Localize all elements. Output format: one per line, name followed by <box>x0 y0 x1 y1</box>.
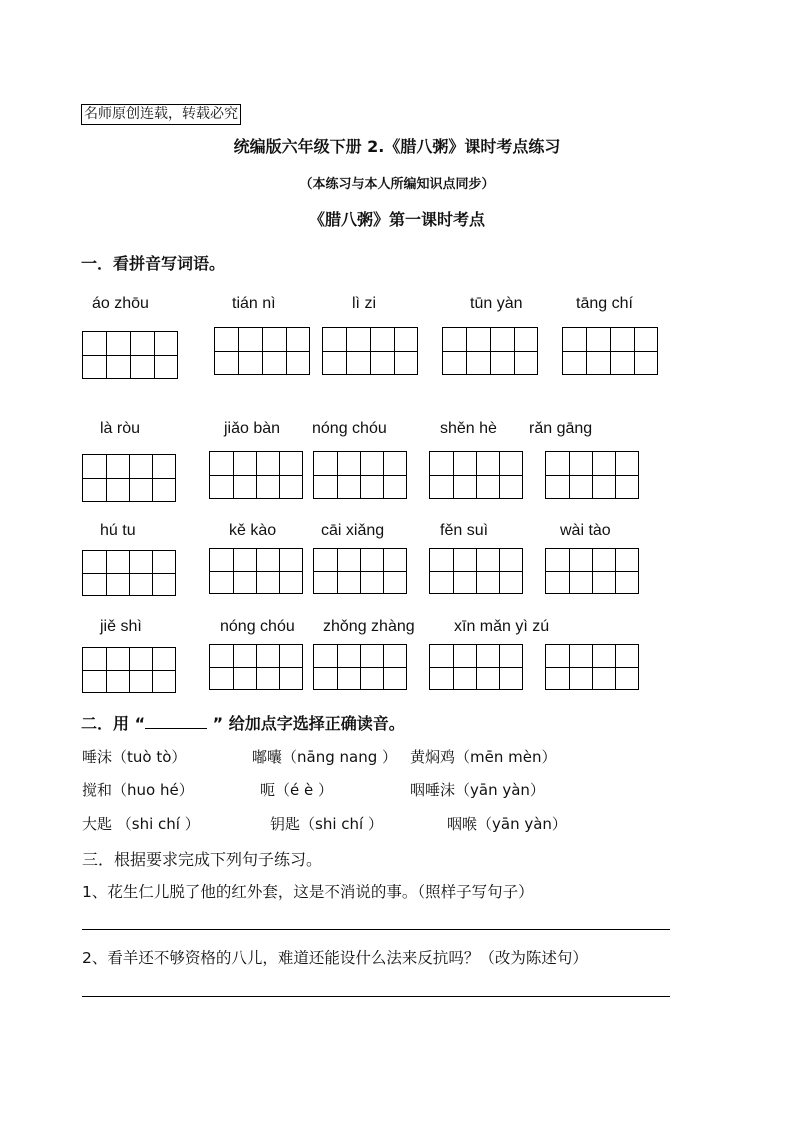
writing-grid[interactable] <box>313 644 407 690</box>
writing-grid[interactable] <box>313 451 407 499</box>
writing-grid[interactable] <box>82 647 176 693</box>
writing-grid[interactable] <box>82 331 178 379</box>
reading-item: 咽唾沫（yān yàn） <box>410 781 545 799</box>
pinyin-label: rǎn gāng <box>529 420 593 437</box>
answer-line[interactable] <box>82 929 670 930</box>
page-subtitle: （本练习与本人所编知识点同步） <box>299 177 495 192</box>
writing-grid[interactable] <box>82 454 176 502</box>
pinyin-label: jiǎo bàn <box>224 420 281 437</box>
reading-item: 唾沫（tuò tò） <box>82 748 187 766</box>
pinyin-label: áo zhōu <box>92 295 149 312</box>
pinyin-label: xīn mǎn yì zú <box>454 618 550 635</box>
section1-heading: 一．看拼音写词语。 <box>81 254 226 273</box>
writing-grid[interactable] <box>442 327 538 375</box>
section2-heading-post: ” 给加点字选择正确读音。 <box>207 714 405 733</box>
pinyin-label: jiě shì <box>100 618 142 635</box>
section2-heading-pre: 二．用 “ <box>81 714 146 733</box>
pinyin-label: tián nì <box>232 295 276 312</box>
pinyin-label: hú tu <box>100 522 136 539</box>
writing-grid[interactable] <box>214 327 310 375</box>
section2-heading <box>81 711 405 734</box>
writing-grid[interactable] <box>209 548 303 594</box>
reading-item: 钥匙（shi chí ） <box>270 815 383 833</box>
writing-grid[interactable] <box>209 644 303 690</box>
writing-grid[interactable] <box>429 644 523 690</box>
reading-item: 搅和（huo hé） <box>82 781 194 799</box>
reading-item: 咽喉（yān yàn） <box>447 815 567 833</box>
reading-item: 呃（é è ） <box>260 781 333 799</box>
pinyin-label: shěn hè <box>440 420 497 437</box>
writing-grid[interactable] <box>82 550 176 596</box>
answer-line[interactable] <box>82 996 670 997</box>
question-1: 1、花生仁儿脱了他的红外套，这是不消说的事。（照样子写句子） <box>82 883 534 901</box>
writing-grid[interactable] <box>313 548 407 594</box>
copyright-stamp: 名师原创连载，转载必究 <box>81 104 241 125</box>
pinyin-label: tāng chí <box>576 295 633 312</box>
writing-grid[interactable] <box>545 644 639 690</box>
underline-blank <box>145 714 207 729</box>
pinyin-label: zhǒng zhàng <box>323 618 415 635</box>
pinyin-label: là ròu <box>100 420 141 437</box>
reading-item: 大匙 （shi chí ） <box>82 815 200 833</box>
pinyin-label: fěn suì <box>440 522 489 539</box>
writing-grid[interactable] <box>545 548 639 594</box>
pinyin-label: wài tào <box>560 522 611 539</box>
page-title: 统编版六年级下册 2.《腊八粥》课时考点练习 <box>233 137 561 156</box>
lesson-title: 《腊八粥》第一课时考点 <box>308 210 485 229</box>
writing-grid[interactable] <box>322 327 418 375</box>
pinyin-label: kě kào <box>229 522 277 539</box>
pinyin-label: nóng chóu <box>220 618 295 635</box>
pinyin-label: tūn yàn <box>470 295 523 312</box>
pinyin-label: cāi xiǎng <box>321 522 385 539</box>
pinyin-label: lì zi <box>352 295 376 312</box>
question-2: 2、看羊还不够资格的八儿，难道还能设什么法来反抗吗？（改为陈述句） <box>82 949 588 967</box>
writing-grid[interactable] <box>562 327 658 375</box>
section3-heading: 三．根据要求完成下列句子练习。 <box>82 850 323 869</box>
writing-grid[interactable] <box>545 451 639 499</box>
reading-item: 嘟囔（nāng nang ） <box>252 748 397 766</box>
writing-grid[interactable] <box>429 548 523 594</box>
writing-grid[interactable] <box>429 451 523 499</box>
pinyin-label: nóng chóu <box>312 420 387 437</box>
writing-grid[interactable] <box>209 451 303 499</box>
reading-item: 黄焖鸡（mēn mèn） <box>410 748 557 766</box>
